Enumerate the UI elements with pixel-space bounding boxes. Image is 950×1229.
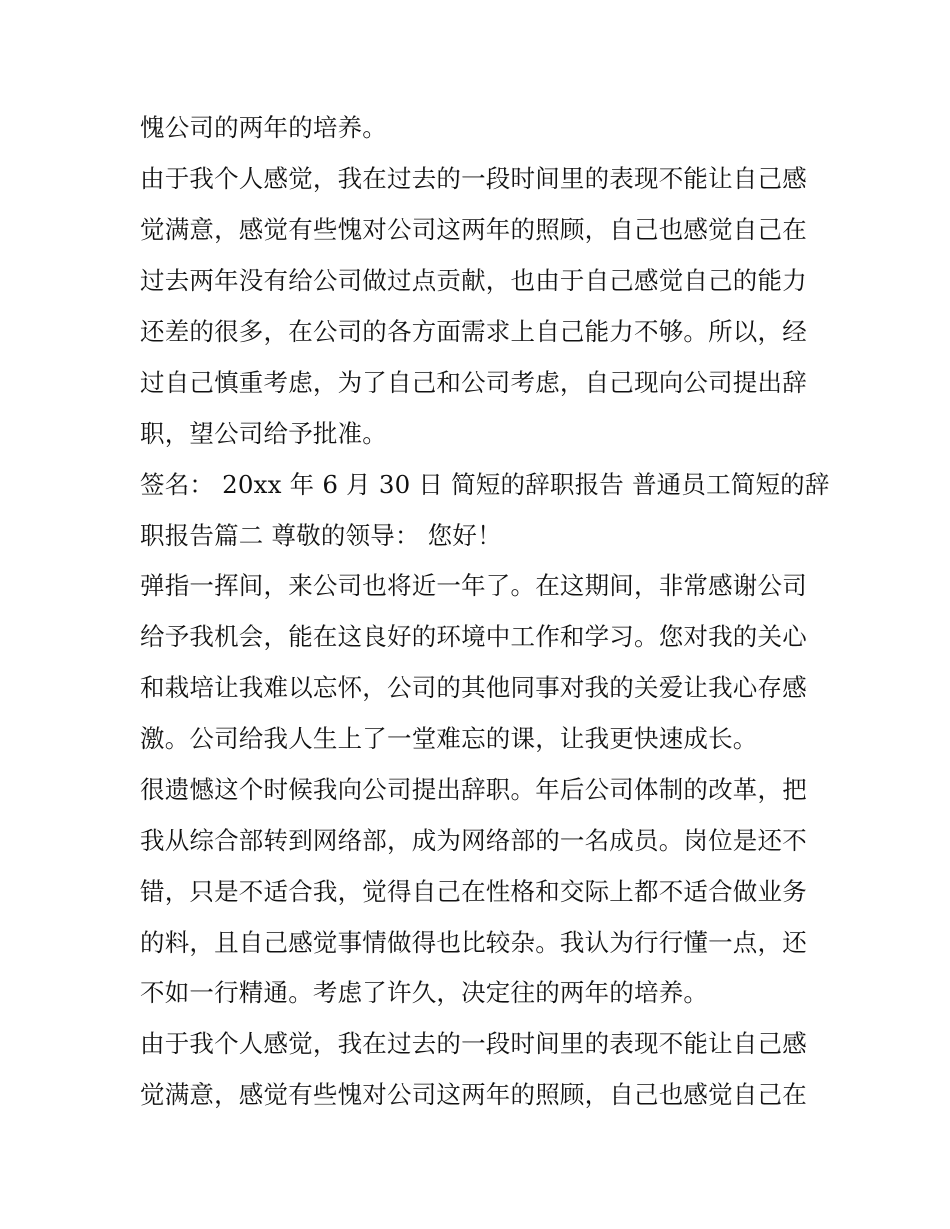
text-line: 激。公司给我人生上了一堂难忘的课，让我更快速成长。 bbox=[140, 724, 758, 753]
text-line: 职，望公司给予批准。 bbox=[140, 419, 387, 448]
text-line: 过自己慎重考虑，为了自己和公司考虑，自己现向公司提出辞 bbox=[140, 368, 807, 397]
text-line: 弹指一挥间，来公司也将近一年了。在这期间，非常感谢公司 bbox=[140, 571, 807, 600]
text-line: 我从综合部转到网络部，成为网络部的一名成员。岗位是还不 bbox=[140, 826, 807, 855]
text-line: 职报告篇二 尊敬的领导： 您好！ bbox=[140, 521, 502, 550]
text-line: 还差的很多，在公司的各方面需求上自己能力不够。所以，经 bbox=[140, 317, 807, 346]
text-line: 由于我个人感觉，我在过去的一段时间里的表现不能让自己感 bbox=[140, 164, 807, 193]
text-line: 由于我个人感觉，我在过去的一段时间里的表现不能让自己感 bbox=[140, 1029, 807, 1058]
text-line: 很遗憾这个时候我向公司提出辞职。年后公司体制的改革，把 bbox=[140, 775, 807, 804]
text-line: 过去两年没有给公司做过点贡献，也由于自己感觉自己的能力 bbox=[140, 266, 807, 295]
text-line: 签名： 20xx 年 6 月 30 日 简短的辞职报告 普通员工简短的辞 bbox=[140, 470, 830, 499]
text-line: 给予我机会，能在这良好的环境中工作和学习。您对我的关心 bbox=[140, 622, 807, 651]
text-line: 不如一行精通。考虑了许久，决定往的两年的培养。 bbox=[140, 978, 709, 1007]
text-line: 愧公司的两年的培养。 bbox=[140, 113, 387, 142]
text-line: 觉满意，感觉有些愧对公司这两年的照顾，自己也感觉自己在 bbox=[140, 1080, 807, 1109]
text-line: 觉满意，感觉有些愧对公司这两年的照顾，自己也感觉自己在 bbox=[140, 215, 807, 244]
text-line: 错，只是不适合我，觉得自己在性格和交际上都不适合做业务 bbox=[140, 877, 807, 906]
text-line: 的料，且自己感觉事情做得也比较杂。我认为行行懂一点，还 bbox=[140, 928, 807, 957]
text-line: 和栽培让我难以忘怀，公司的其他同事对我的关爱让我心存感 bbox=[140, 673, 807, 702]
